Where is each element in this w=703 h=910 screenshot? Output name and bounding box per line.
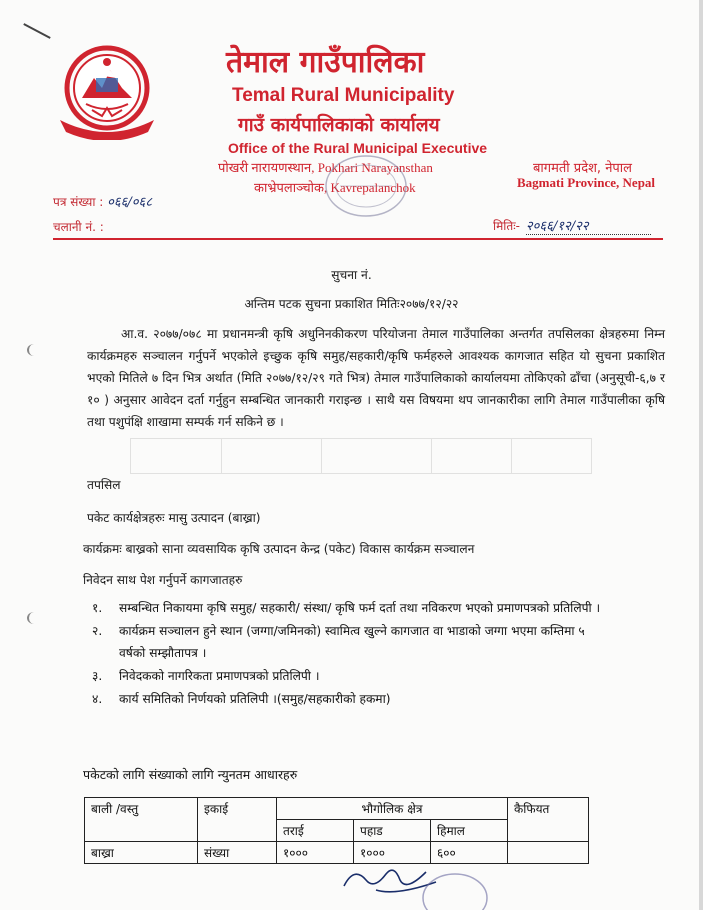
cell-mountain: ६०० (431, 842, 508, 864)
office-title-np: गाउँ कार्यपालिकाको कार्यालय (238, 114, 440, 136)
min-basis-heading: पकेटको लागि संख्याको लागि न्युनतम आधारहरु (83, 767, 298, 782)
program-text: कार्यक्रमः बाख्रको साना व्यवसायिक कृषि उत्पादन केन्द्र (पकेट) विकास कार्यक्रम सञ्चालन (83, 542, 475, 556)
cell-remarks (508, 842, 589, 864)
list-item: २. कार्यक्रम सञ्चालन हुने स्थान (जग्गा/जमिनको) स्वामित्व खुल्ने कागजात वा भाडाको जग्गा भएमा कम्तिमा ५ वर्षको सम्झौतापत्र । (92, 624, 585, 660)
col-header-remarks: कैफियत (508, 798, 589, 842)
documents-heading: निवेदन साथ पेश गर्नुपर्ने कागजातहरु (83, 573, 243, 587)
address-line-1: पोखरी नारायणस्थान, Pokhari Narayansthan (218, 160, 433, 175)
date-field (493, 216, 651, 235)
list-item: ३. निवेदकको नागरिकता प्रमाणपत्रको प्रतिलिपी । (92, 669, 320, 683)
sub-header-terai: तराई (277, 820, 354, 842)
col-header-unit: इकाई (198, 798, 277, 842)
office-stamp-icon (322, 152, 410, 220)
cell-terai: १००० (277, 842, 354, 864)
date-label: मितिः- (493, 219, 520, 233)
documents-list (92, 597, 612, 711)
scan-mark (23, 23, 50, 39)
municipality-title-np: तेमाल गाउँपालिका (226, 45, 425, 80)
notice-paragraph (87, 323, 665, 433)
letter-number-value: ०६६/०६८ (107, 195, 153, 210)
municipality-emblem-icon (52, 40, 162, 140)
col-header-crop: बाली /वस्तु (85, 798, 198, 842)
list-item: ४. कार्य समितिको निर्णयको प्रतिलिपी ।(समुह/सहकारीको हकमा) (92, 692, 391, 706)
punch-mark (27, 344, 41, 356)
bleed-through-table (130, 438, 592, 474)
scan-edge (699, 0, 703, 910)
municipality-title-en: Temal Rural Municipality (232, 85, 455, 106)
bottom-stamp-icon (420, 868, 490, 910)
province-np: बागमती प्रदेश, नेपाल (533, 161, 632, 176)
header-divider (53, 238, 663, 240)
notice-heading: सुचना नं. (331, 268, 372, 282)
minimum-basis-table (84, 797, 589, 864)
col-header-region: भौगोलिक क्षेत्र (277, 798, 508, 820)
sub-header-mountain: हिमाल (431, 820, 508, 842)
sub-header-hill: पहाड (354, 820, 431, 842)
letter-number (53, 192, 152, 210)
date-value: २०६६/१२/२२ (526, 216, 651, 235)
address-line-2: काभ्रेपलाञ्चोक, Kavrepalanchok (254, 180, 416, 195)
list-item: १. सम्बन्धित निकायमा कृषि समुह/ सहकारी/ संस्था/ कृषि फर्म दर्ता तथा नविकरण भएको प्रमाणपत्रको प्रतिलिपी । (92, 601, 601, 615)
pocket-area: पकेट कार्यक्षेत्रहरुः मासु उत्पादन (बाख्रा) (87, 511, 261, 525)
cell-crop: बाख्रा (85, 842, 198, 864)
dispatch-number (53, 218, 104, 235)
cell-hill: १००० (354, 842, 431, 864)
details-label: तपसिल (87, 478, 121, 492)
office-title-en: Office of the Rural Municipal Executive (228, 140, 488, 156)
notice-subheading: अन्तिम पटक सुचना प्रकाशित मितिः२०७७/१२/२२ (244, 297, 459, 311)
dispatch-number-label: चलानी नं. : (53, 220, 104, 234)
punch-mark (27, 612, 41, 624)
letter-number-label: पत्र संख्या : (53, 195, 104, 209)
notice-paragraph-text: आ.व. २०७७/०७८ मा प्रधानमन्त्री कृषि अधुनिनकीकरण परियोजना तेमाल गाउँपालिका अन्तर्गत तपसिलका क्षेत्रहरुमा निम्न कार्यक्रमहरु सञ्चालन गर्नुपर्ने भएकोले इच्छुक कृषि समुह/सहकारी/कृषि फर्महरुले आवश्यक कागजात सहित यो सुचना प्रकाशित भएको मितिले ७ दिन भित्र अर्थात (मिति २०७७/१२/२९ गते भित्र) तेमाल गाउँपालिकाको कार्यालयमा तोकिएको ढाँचा (अनुसूची-६,७ र १० ) अनुसार आवेदन दर्ता गर्नुहुन सम्बन्धित जानकारी गराइन्छ । साथै यस विषयमा थप जानकारीका लागि तेमाल गाउँपालीका कृषि तथा पशुपंक्षि शाखामा सम्पर्क गर्न सकिने छ । (87, 327, 665, 429)
province-en: Bagmati Province, Nepal (517, 175, 656, 190)
cell-unit: संख्या (198, 842, 277, 864)
